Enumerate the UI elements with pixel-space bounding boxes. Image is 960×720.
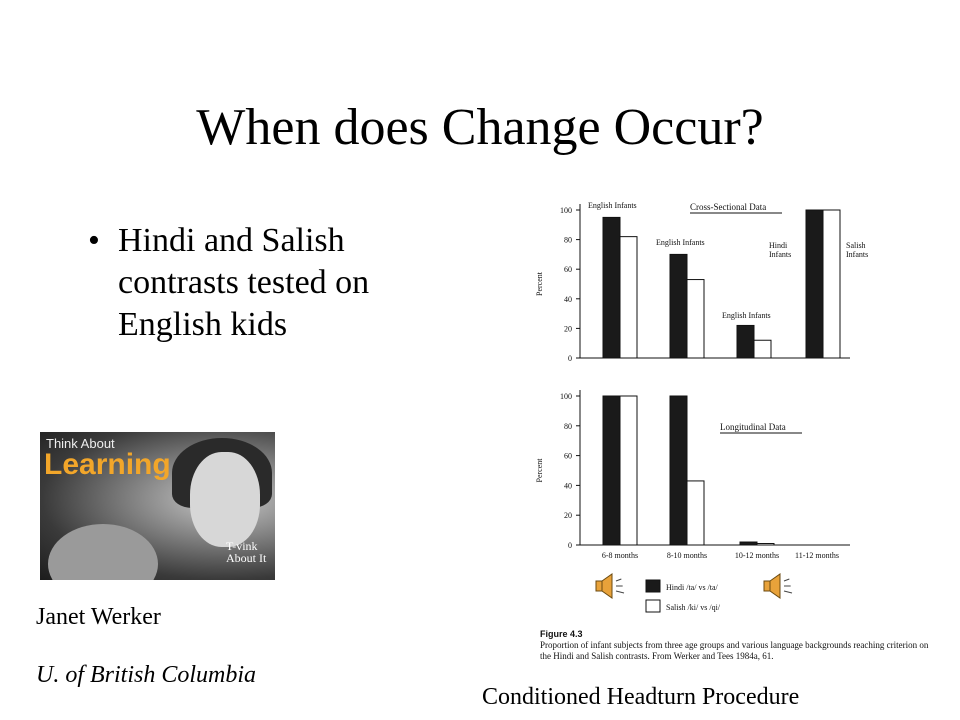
- hindi-bar: [806, 210, 823, 358]
- salish-bar: [823, 210, 840, 358]
- affiliation: U. of British Columbia: [36, 662, 257, 688]
- y-axis-label: Percent: [535, 458, 544, 483]
- bullet-item: [78, 220, 418, 346]
- y-tick-label: 20: [564, 511, 572, 521]
- group-label: Infants: [769, 250, 792, 259]
- group-label: English Infants: [656, 238, 705, 247]
- panel-title: Cross-Sectional Data: [690, 202, 767, 212]
- figure-caption: [540, 629, 940, 662]
- salish-bar: [687, 280, 704, 358]
- y-tick-label: 40: [564, 481, 572, 491]
- x-tick-label: 6-8 months: [601, 551, 639, 560]
- speaker-icon: [770, 574, 780, 598]
- y-tick-label: 0: [568, 541, 572, 550]
- legend-label: Salish /ki/ vs /qi/: [666, 603, 721, 612]
- speaker-icon: [596, 581, 602, 591]
- y-tick-label: 60: [564, 451, 572, 461]
- book-cover-photo: [40, 432, 275, 580]
- hindi-bar: [603, 396, 620, 545]
- speaker-wave: [616, 591, 624, 593]
- photo-kicker: Think About: [46, 436, 115, 451]
- y-tick-label: 20: [564, 324, 572, 334]
- figure-chart: [520, 188, 940, 628]
- salish-bar: [620, 396, 637, 545]
- figure-caption-text: Proportion of infant subjects from three age groups and various language backgrounds reaching criterion on the Hindi and Salish contrasts. From Werker and Tees 1984a, 61.: [540, 640, 929, 661]
- y-tick-label: 100: [560, 206, 572, 215]
- group-label: Hindi: [769, 241, 788, 250]
- salish-bar: [757, 544, 774, 545]
- person-name: Janet Werker: [36, 604, 161, 630]
- bullet-dot: •: [88, 222, 100, 259]
- hindi-bar: [740, 542, 757, 545]
- y-tick-label: 60: [564, 265, 572, 275]
- speaker-wave: [784, 579, 789, 581]
- panel-title: Longitudinal Data: [720, 422, 786, 432]
- bullet-list: [78, 220, 418, 346]
- group-label: English Infants: [588, 201, 637, 210]
- y-tick-label: 80: [564, 421, 572, 431]
- photo-face: [190, 452, 260, 547]
- x-tick-label: 8-10 months: [666, 551, 708, 560]
- slide-title: When does Change Occur?: [196, 99, 764, 156]
- hindi-bar: [670, 254, 687, 358]
- y-tick-label: 0: [568, 354, 572, 363]
- group-label: English Infants: [722, 311, 771, 320]
- photo-baby: [48, 524, 158, 580]
- salish-bar: [687, 481, 704, 545]
- salish-bar: [754, 340, 771, 358]
- legend-label: Hindi /ta/ vs /ta/: [666, 583, 718, 592]
- speaker-icon: [764, 581, 770, 591]
- procedure-caption: Conditioned Headturn Procedure: [482, 684, 800, 710]
- hindi-bar: [603, 217, 620, 358]
- salish-bar: [620, 237, 637, 358]
- x-tick-label: 11-12 months: [795, 551, 839, 560]
- photo-title: Learning: [44, 448, 171, 481]
- speaker-wave: [616, 579, 621, 581]
- hindi-bar: [737, 325, 754, 358]
- x-tick-label: 10-12 months: [734, 551, 780, 560]
- hindi-bar: [670, 396, 687, 545]
- speaker-wave: [784, 591, 792, 593]
- y-tick-label: 40: [564, 294, 572, 304]
- figure-caption-label: Figure 4.3: [540, 629, 583, 639]
- speaker-icon: [602, 574, 612, 598]
- y-tick-label: 100: [560, 392, 572, 401]
- legend-swatch-hindi: [646, 580, 660, 592]
- bullet-text: Hindi and Salish contrasts tested on English kids: [118, 222, 370, 343]
- group-label: Salish: [846, 241, 866, 250]
- photo-logo: T-vink About It: [226, 539, 267, 565]
- y-tick-label: 80: [564, 235, 572, 245]
- group-label: Infants: [846, 250, 869, 259]
- legend-swatch-salish: [646, 600, 660, 612]
- y-axis-label: Percent: [535, 272, 544, 296]
